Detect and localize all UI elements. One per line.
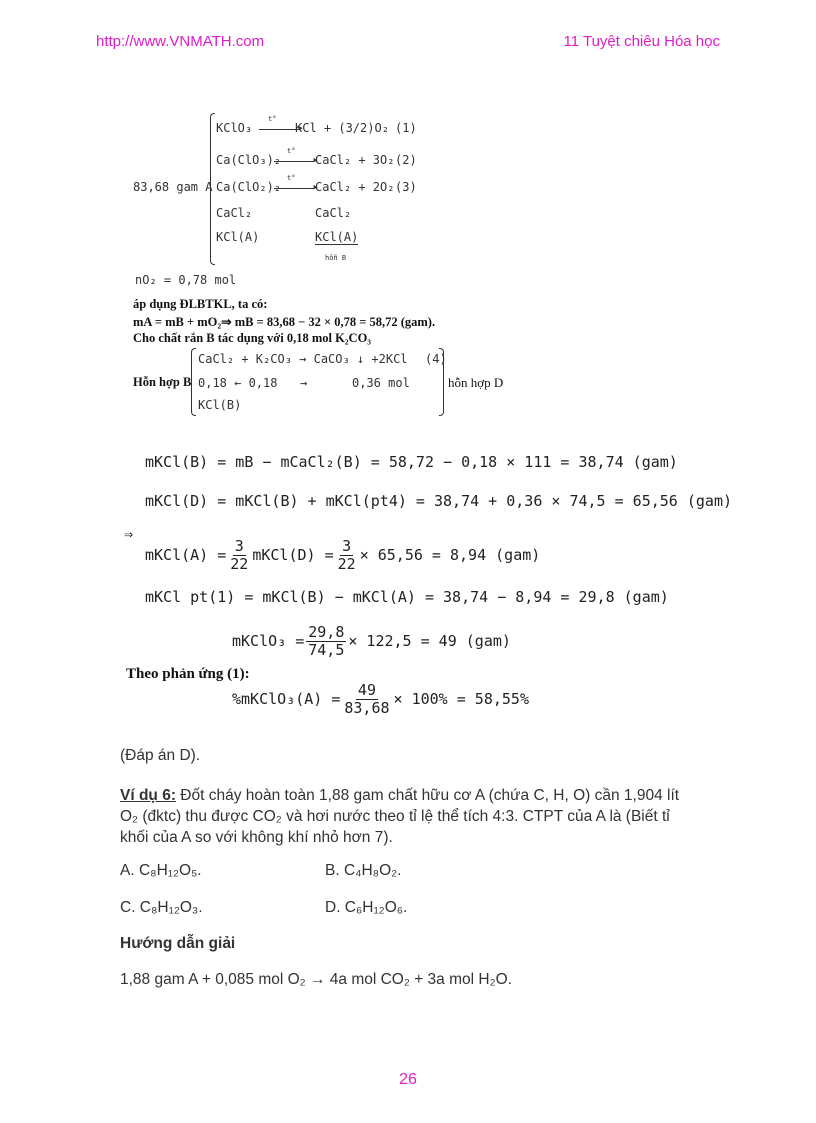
mass-label: 83,68 gam A — [133, 180, 213, 194]
eq5-lhs: mKClO₃ = — [232, 632, 305, 650]
mixB-row2c: 0,36 mol — [352, 376, 410, 390]
mixD-brace — [439, 348, 444, 416]
frac-num: 3 — [234, 537, 244, 555]
num-1: (1) — [395, 121, 417, 135]
mixB-row2a: 0,18 ← 0,18 — [198, 376, 278, 390]
frac-den: 22 — [337, 554, 356, 573]
eq3-mid: mKCl(D) = — [252, 546, 334, 564]
cond-3: t° — [287, 174, 296, 182]
product-2: CaCl₂ + 3O₂ — [315, 153, 395, 167]
species-4: CaCl₂ — [216, 206, 253, 220]
species-1: KClO₃ — [216, 121, 253, 135]
mixB-row2b: → — [300, 376, 308, 390]
frac-num: 29,8 — [308, 623, 345, 641]
option-b: B. C₄H₈O₂. — [325, 862, 402, 879]
num-3: (3) — [395, 180, 417, 194]
under-label: hỗn B — [325, 254, 347, 262]
fraction-49-83 — [342, 682, 391, 716]
eq6-rhs: × 100% = 58,55% — [393, 690, 529, 708]
frac-den: 83,68 — [344, 698, 390, 717]
equation-1: mKCl(B) = mB − mCaCl₂(B) = 58,72 − 0,18 × 111 = 38,74 (gam) — [145, 453, 678, 471]
species-3: Ca(ClO₂)₂ — [216, 180, 282, 194]
cond-1: t° — [268, 115, 277, 123]
left-brace — [210, 113, 215, 265]
product-1: KCl + (3/2)O₂ — [295, 121, 389, 135]
species-5: KCl(A) — [216, 230, 260, 244]
product-3: CaCl₂ + 2O₂ — [315, 180, 395, 194]
species-2: Ca(ClO₃)₂ — [216, 153, 282, 167]
frac-den: 22 — [230, 554, 249, 573]
guide-heading: Hướng dẫn giải — [120, 935, 236, 952]
reaction-arrow-3 — [270, 181, 318, 195]
option-c: C. C₈H₁₂O₃. — [120, 899, 203, 916]
frac-num: 3 — [342, 537, 352, 555]
fraction-29-74 — [306, 624, 346, 658]
frac-den: 74,5 — [308, 640, 345, 659]
option-a: A. C₈H₁₂O₅. — [120, 862, 202, 879]
ma-line: mA = mB + mO₂⇒ mB = 83,68 − 32 × 0,78 = 58,72 (gam). — [133, 315, 436, 329]
answer-line: (Đáp án D). — [120, 747, 201, 764]
example-6 — [120, 785, 700, 848]
final-line: 1,88 gam A + 0,085 mol O₂ → 4a mol CO₂ + 3a mol H₂O. — [120, 971, 512, 988]
eq5-rhs: × 122,5 = 49 (gam) — [348, 632, 511, 650]
num-2: (2) — [395, 153, 417, 167]
eq6-lhs: %mKClO₃(A) = — [232, 690, 341, 708]
option-d: D. C₆H₁₂O₆. — [325, 899, 408, 916]
equation-4: mKCl pt(1) = mKCl(B) − mKCl(A) = 38,74 − 8,94 = 29,8 (gam) — [145, 588, 669, 606]
product-5: KCl(A) — [315, 230, 359, 244]
example-body: Đốt cháy hoàn toàn 1,88 gam chất hữu cơ A (chứa C, H, O) cần 1,904 lít O₂ (đktc) thu được CO₂ và hơi nước theo tỉ lệ thể tích 4:3. CTPT của A là (Biết tỉ khối của A so với không khí nhỏ hơn 7). — [120, 787, 680, 846]
mixB-label: Hỗn hợp B — [133, 375, 192, 389]
fraction-3-22 — [228, 538, 250, 572]
mixB-row1: CaCl₂ + K₂CO₃ → CaCO₃ ↓ +2KCl — [198, 352, 408, 366]
mixD-label: hỗn hợp D — [448, 375, 504, 390]
implies-sign: ⇒ — [124, 525, 134, 543]
mixB-row1-num: (4) — [425, 352, 447, 366]
equation-3 — [145, 538, 540, 572]
equation-6 — [232, 682, 529, 716]
no2-line: nO₂ = 0,78 mol — [135, 273, 237, 287]
solid-line: Cho chất rắn B tác dụng với 0,18 mol K₂CO₃ — [133, 331, 372, 345]
header-link[interactable]: http://www.VNMATH.com — [96, 33, 265, 50]
example-label: Ví dụ 6: — [120, 787, 176, 804]
fraction-3-22-b — [336, 538, 358, 572]
page-number: 26 — [399, 1071, 417, 1088]
product-4: CaCl₂ — [315, 206, 352, 220]
apply-line: áp dụng ĐLBTKL, ta có: — [133, 297, 268, 311]
cond-2: t° — [287, 147, 296, 155]
header-title: 11 Tuyệt chiêu Hóa học — [563, 33, 720, 50]
mixB-row3: KCl(B) — [198, 398, 242, 412]
equation-5 — [232, 624, 511, 658]
frac-num: 49 — [357, 681, 376, 699]
eq3-lhs: mKCl(A) = — [145, 546, 227, 564]
equation-2: mKCl(D) = mKCl(B) + mKCl(pt4) = 38,74 + 0,36 × 74,5 = 65,56 (gam) — [145, 492, 732, 510]
reaction-arrow-2 — [270, 154, 318, 168]
mixB-brace — [191, 348, 196, 416]
theo-line: Theo phản ứng (1): — [126, 666, 250, 682]
eq3-rhs: × 65,56 = 8,94 (gam) — [359, 546, 541, 564]
